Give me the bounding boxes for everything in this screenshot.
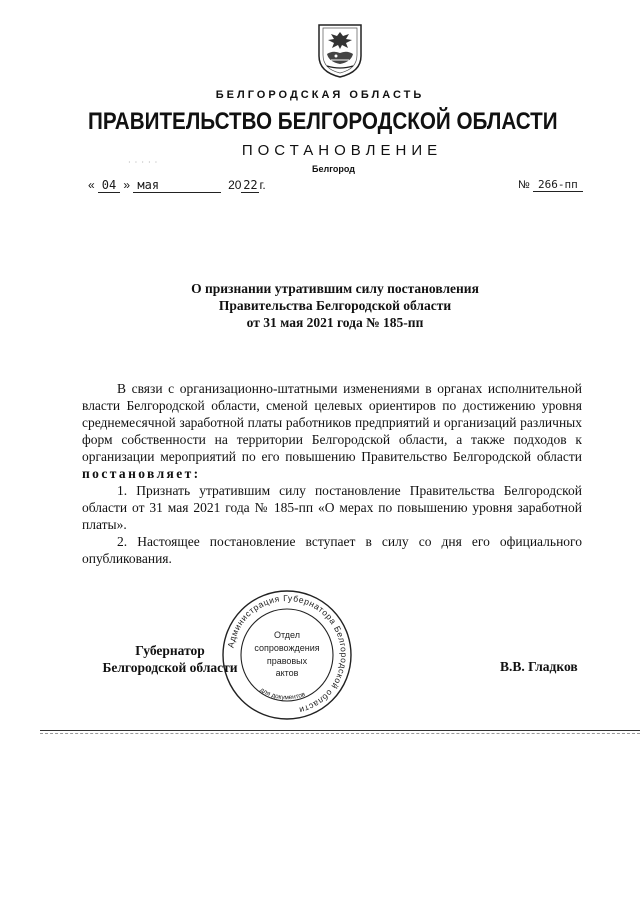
number-label: № <box>518 179 530 191</box>
signatory-name: В.В. Гладков <box>500 659 578 674</box>
document-body <box>82 380 582 567</box>
date-year-abbr: г. <box>259 178 266 192</box>
document-title <box>0 280 640 331</box>
stamp-bottom-text: для документов <box>258 686 307 702</box>
city-name: Белгород <box>312 164 355 174</box>
decree-word: постановляет: <box>82 466 201 481</box>
title-line-1: О признании утратившим силу постановления <box>191 281 479 296</box>
item-2: 2. Настоящее постановление вступает в силу со дня его официального опубликования. <box>82 534 582 566</box>
document-number: 266-пп <box>533 178 583 192</box>
government-title: ПРАВИТЕЛЬСТВО БЕЛГОРОДСКОЙ ОБЛАСТИ <box>88 108 558 135</box>
bottom-divider-faint <box>40 733 640 734</box>
bottom-divider <box>40 730 640 731</box>
date-month: мая <box>133 178 221 193</box>
stamp-center-line-1: Отдел <box>273 630 301 640</box>
preamble-paragraph <box>82 380 582 482</box>
position-line-2: Белгородской области <box>102 660 238 675</box>
stamp-center-line-3: правовых <box>266 656 308 666</box>
faint-marks: · · · · · <box>128 158 159 167</box>
date-day: 04 <box>98 178 120 193</box>
signatory-position <box>95 642 245 676</box>
coat-of-arms-emblem <box>315 22 365 78</box>
date-year-prefix: 20 <box>228 178 242 192</box>
item-1: 1. Признать утратившим силу постановление Правительства Белгородской области от 31 мая 2021 года № 185-пп «О мерах по повышению уровня заработной платы». <box>82 483 582 532</box>
stamp-center-line-4: актов <box>275 668 299 678</box>
stamp-ring-text: Администрация Губернатора Белгородской области <box>225 592 350 716</box>
title-line-3: от 31 мая 2021 года № 185-пп <box>246 315 424 330</box>
position-line-1: Губернатор <box>135 643 205 658</box>
document-number-line <box>518 178 583 192</box>
document-type: ПОСТАНОВЛЕНИЕ <box>241 142 443 159</box>
date-close-quote: » <box>123 178 131 192</box>
region-name: БЕЛГОРОДСКАЯ ОБЛАСТЬ <box>215 89 425 101</box>
title-line-2: Правительства Белгородской области <box>218 298 452 313</box>
date-year-suffix: 22 <box>243 178 258 192</box>
preamble-text: В связи с организационно-штатными изменениями в органах исполнительной власти Белгородской области, сменой целевых ориентиров по достижению уровня среднемесячной заработной платы работников предприятий и организаций различных форм собственности на территории Белгородской области, а также подходов к организации мероприятий по его повышению Правительство Белгородской области <box>82 381 582 464</box>
date-line <box>88 178 266 193</box>
stamp-center-line-2: сопровождения <box>254 643 320 653</box>
date-open-quote: « <box>88 178 95 192</box>
